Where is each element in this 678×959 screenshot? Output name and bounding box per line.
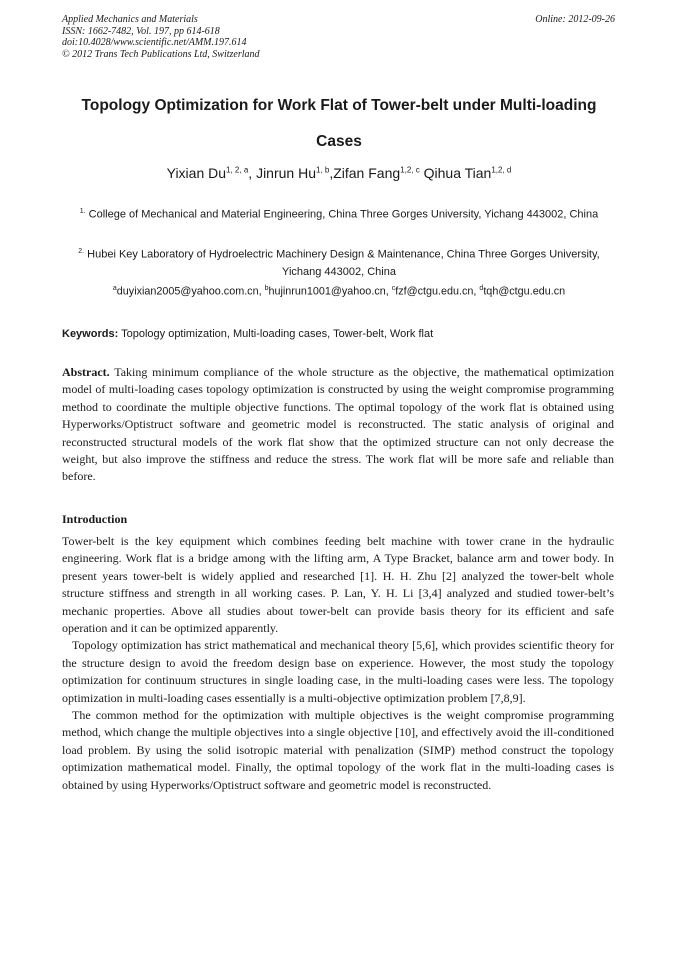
author-sup: 1,2, d <box>491 165 512 175</box>
keywords <box>62 328 622 340</box>
affiliation-2 <box>62 243 616 281</box>
author-list <box>62 165 616 181</box>
keywords-text: Topology optimization, Multi-loading cases, Tower-belt, Work flat <box>121 328 434 340</box>
email-link[interactable]: tqh@ctgu.edu.cn <box>483 285 566 298</box>
author-sep: , <box>329 165 334 181</box>
affiliation-text: Hubei Key Laboratory of Hydroelectric Machinery Design & Maintenance, China Three Gorges University, Yichang 443002, China <box>87 248 600 278</box>
affiliation-1 <box>62 203 616 224</box>
doi-line[interactable]: doi:10.4028/www.scientific.net/AMM.197.614 <box>62 37 247 48</box>
introduction-body <box>62 533 614 794</box>
copyright-line: © 2012 Trans Tech Publications Ltd, Switzerland <box>62 48 260 60</box>
affiliation-sup: 1. <box>79 208 86 215</box>
journal-header <box>62 14 260 60</box>
paragraph: Topology optimization has strict mathematical and mechanical theory [5,6], which provides scientific theory for the structure design to avoid the freedom design base on experience. However, the most study the topology optimization for continuum structures in single loading case, in the multi-loading cases were less. The topology optimization in multi-loading cases essentially is a multi-objective optimization problem [7,8,9]. <box>62 638 614 705</box>
email-sup: d <box>479 285 484 292</box>
paper-title: Topology Optimization for Work Flat of Tower-belt under Multi-loading Cases <box>81 97 597 150</box>
author-name: Jinrun Hu <box>256 165 316 181</box>
author-name: Zifan Fang <box>333 165 401 181</box>
author-sup: 1, b <box>315 165 330 175</box>
author-name: Qihua Tian <box>423 165 492 181</box>
email-link[interactable]: fzf@ctgu.edu.cn, <box>395 285 480 298</box>
email-link[interactable]: duyixian2005@yahoo.com.cn, <box>116 285 265 298</box>
email-sup: b <box>264 285 269 292</box>
author-sep: , <box>248 165 257 181</box>
keywords-label: Keywords: <box>62 328 119 340</box>
email-list <box>62 285 616 298</box>
section-heading-introduction: Introduction <box>62 512 128 526</box>
affiliation-sup: 2. <box>78 248 85 255</box>
online-date: Online: 2012-09-26 <box>535 14 615 25</box>
author-sup: 1, 2, a <box>226 165 249 175</box>
abstract-text: Taking minimum compliance of the whole structure as the objective, the mathematical optimization model of multi-loading cases topology optimization is constructed by using the weight compromise programming method to coordinate the multiple objective functions. The optimal topology of the work flat is obtained using Hyperworks/Optistruct software and geometric model is reconstructed. The static analysis of original and reconstructed structural models of the work flat show that the optimized structure can not only decrease the weight, but also improve the stiffness and reduce the stress. The work flat will be more safe and reliable than before. <box>62 365 614 484</box>
email-sup: c <box>391 285 396 292</box>
paragraph: The common method for the optimization with multiple objectives is the weight compromise programming method, which change the multiple objectives into a single objective [10], and effectively avoid the ill-conditioned load problem. By using the solid isotropic material with penalization (SIMP) method construct the topology optimization mathematical model. Finally, the optimal topology of the work flat in the multi-loading cases is obtained by using Hyperworks/Optistruct software and geometric model is reconstructed. <box>62 708 614 792</box>
author-sup: 1,2, c <box>400 165 420 175</box>
email-link[interactable]: hujinrun1001@yahoo.cn, <box>268 285 392 298</box>
email-sup: a <box>112 285 117 292</box>
abstract-label: Abstract. <box>62 365 110 379</box>
issn-line: ISSN: 1662-7482, Vol. 197, pp 614-618 <box>62 25 220 37</box>
journal-name: Applied Mechanics and Materials <box>62 14 198 25</box>
affiliation-text: College of Mechanical and Material Engineering, China Three Gorges University, Yichang 443002, China <box>88 208 599 221</box>
paragraph: Tower-belt is the key equipment which combines feeding belt machine with tower crane in the hydraulic engineering. Work flat is a bridge among with the lifting arm, A Type Bracket, balance arm and tower body. In present years tower-belt is widely applied and researched [1]. H. H. Zhu [2] analyzed the tower-belt whole structure stiffness and strength in all working cases. P. Lan, Y. H. Li [3,4] analyzed and studied tower-belt’s mechanic properties. Above all studies about tower-belt can provide basis theory for its efficient and safe operation and it can be optimized apparently. <box>62 534 614 636</box>
author-name: Yixian Du <box>166 165 227 181</box>
abstract <box>62 364 614 486</box>
